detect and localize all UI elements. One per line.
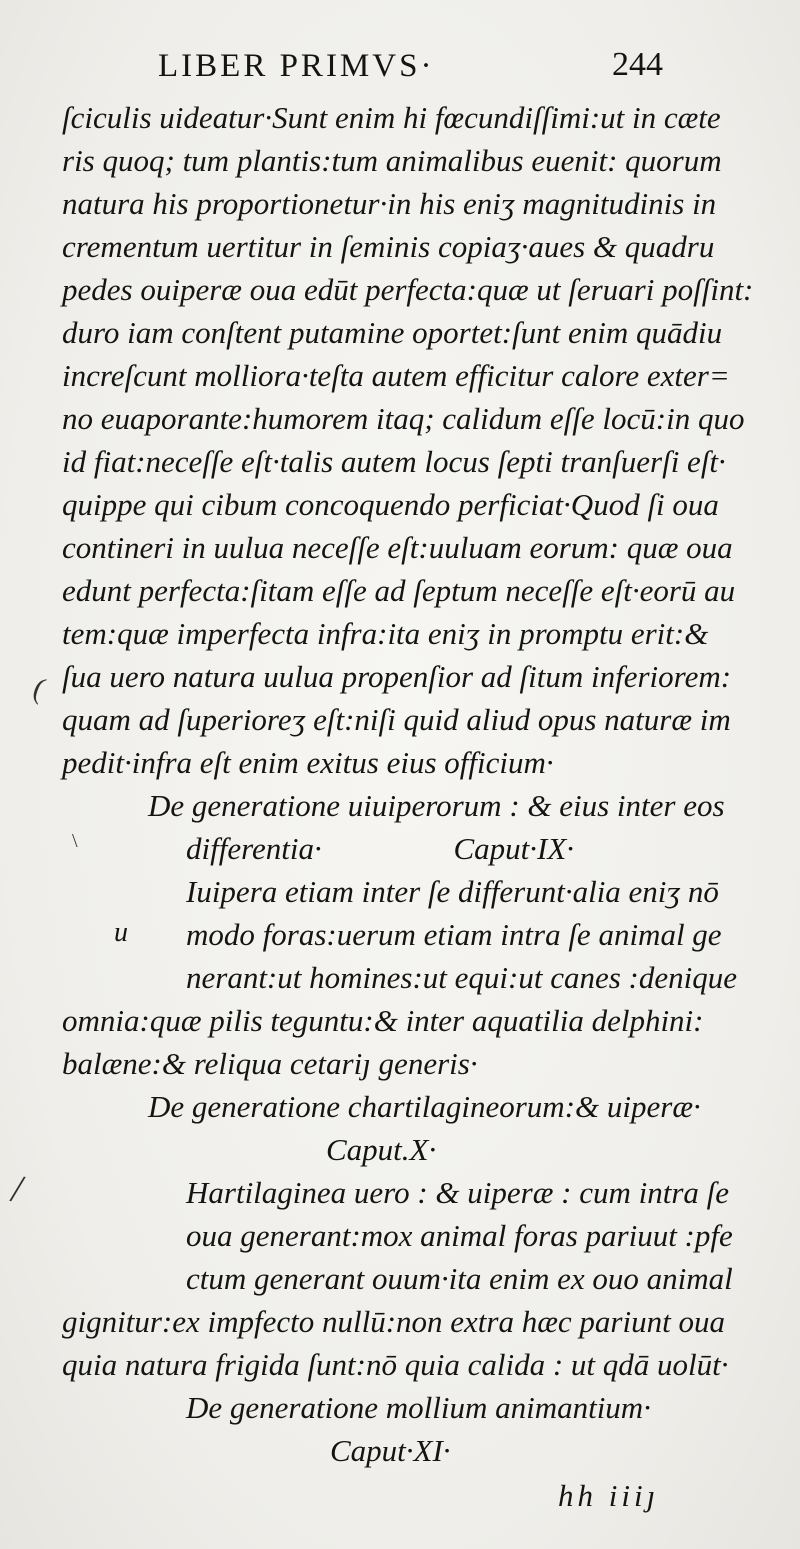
text-line: ctum generant ouum·ita enim ex ouo animal	[186, 1261, 733, 1296]
margin-note: u	[114, 917, 128, 948]
text-line: duro iam conſtent putamine oportet:ſunt enim quādiu	[62, 315, 723, 350]
pen-mark: (	[28, 671, 50, 706]
text-line: natura his proportionetur·in his eniʒ magnitudinis in	[62, 186, 717, 221]
pen-mark: /	[7, 1165, 28, 1212]
text-line: pedit·infra eſt enim exitus eius officium·	[62, 745, 554, 780]
text-line: oua generant:mox animal foras pariuut :pfe	[186, 1218, 733, 1253]
chapter-heading: Caput.X·	[326, 1132, 437, 1167]
text-line: tem:quæ imperfecta infra:ita eniʒ in promptu erit:&	[62, 616, 709, 651]
text-line: ris quoq; tum plantis:tum animalibus euenit: quorum	[62, 143, 722, 178]
text-line: crementum uertitur in ſeminis copiaʒ·aues & quadru	[62, 229, 715, 264]
text-line: Iuipera etiam inter ſe differunt·alia eniʒ nō	[186, 874, 719, 909]
chapter-heading: De generatione chartilagineorum:& uiperæ·	[148, 1089, 701, 1124]
text-line: nerant:ut homines:ut equi:ut canes :denique	[186, 960, 737, 995]
chapter-heading: Caput·XI·	[330, 1433, 451, 1468]
text-line: edunt perfecta:ſitam eſſe ad ſeptum neceſſe eſt·eorū au	[62, 573, 736, 608]
text-line: ſua uero natura uulua propenſior ad ſitum inferiorem:	[62, 659, 732, 694]
text-line: increſcunt molliora·teſta autem efficitur calore exter=	[62, 358, 730, 393]
text-line: quia natura frigida ſunt:nō quia calida : ut qdā uolūt·	[62, 1347, 729, 1382]
pen-mark: \	[72, 830, 78, 852]
text-line: pedes ouiperæ oua edūt perfecta:quæ ut ſeruari poſſint:	[62, 272, 754, 307]
text-line: modo foras:uerum etiam intra ſe animal ge	[186, 917, 722, 952]
text-line: quippe qui cibum concoquendo perficiat·Quod ſi oua	[62, 487, 719, 522]
chapter-heading: differentia· Caput·IX·	[186, 831, 575, 866]
text-line: ſciculis uideatur·Sunt enim hi fœcundiſſimi:ut in cæte	[62, 100, 721, 135]
text-line: Hartilaginea uero : & uiperæ : cum intra ſe	[186, 1175, 730, 1210]
text-line: contineri in uulua neceſſe eſt:uuluam eorum: quæ oua	[62, 530, 733, 565]
text-line: gignitur:ex impfecto nullū:non extra hæc pariunt oua	[62, 1304, 725, 1339]
running-title: LIBER PRIMVS·	[158, 48, 435, 84]
text-line: balæne:& reliqua cetariȷ generis·	[62, 1046, 478, 1081]
text-line: no euaporante:humorem itaq; calidum eſſe locū:in quo	[62, 401, 745, 436]
chapter-heading: De generatione uiuiperorum : & eius inter eos	[148, 788, 725, 823]
bleed-through-texture	[60, 40, 112, 88]
text-line: id fiat:neceſſe eſt·talis autem locus ſepti tranſuerſi eſt·	[62, 444, 726, 479]
chapter-heading: De generatione mollium animantium·	[186, 1390, 651, 1425]
text-line: omnia:quæ pilis teguntu:& inter aquatilia delphini:	[62, 1003, 704, 1038]
text-line: quam ad ſuperioreʒ eſt:niſi quid aliud opus naturæ im	[62, 702, 731, 737]
folio-number: 244	[612, 46, 663, 83]
signature-mark: hh iiiȷ	[558, 1478, 660, 1513]
